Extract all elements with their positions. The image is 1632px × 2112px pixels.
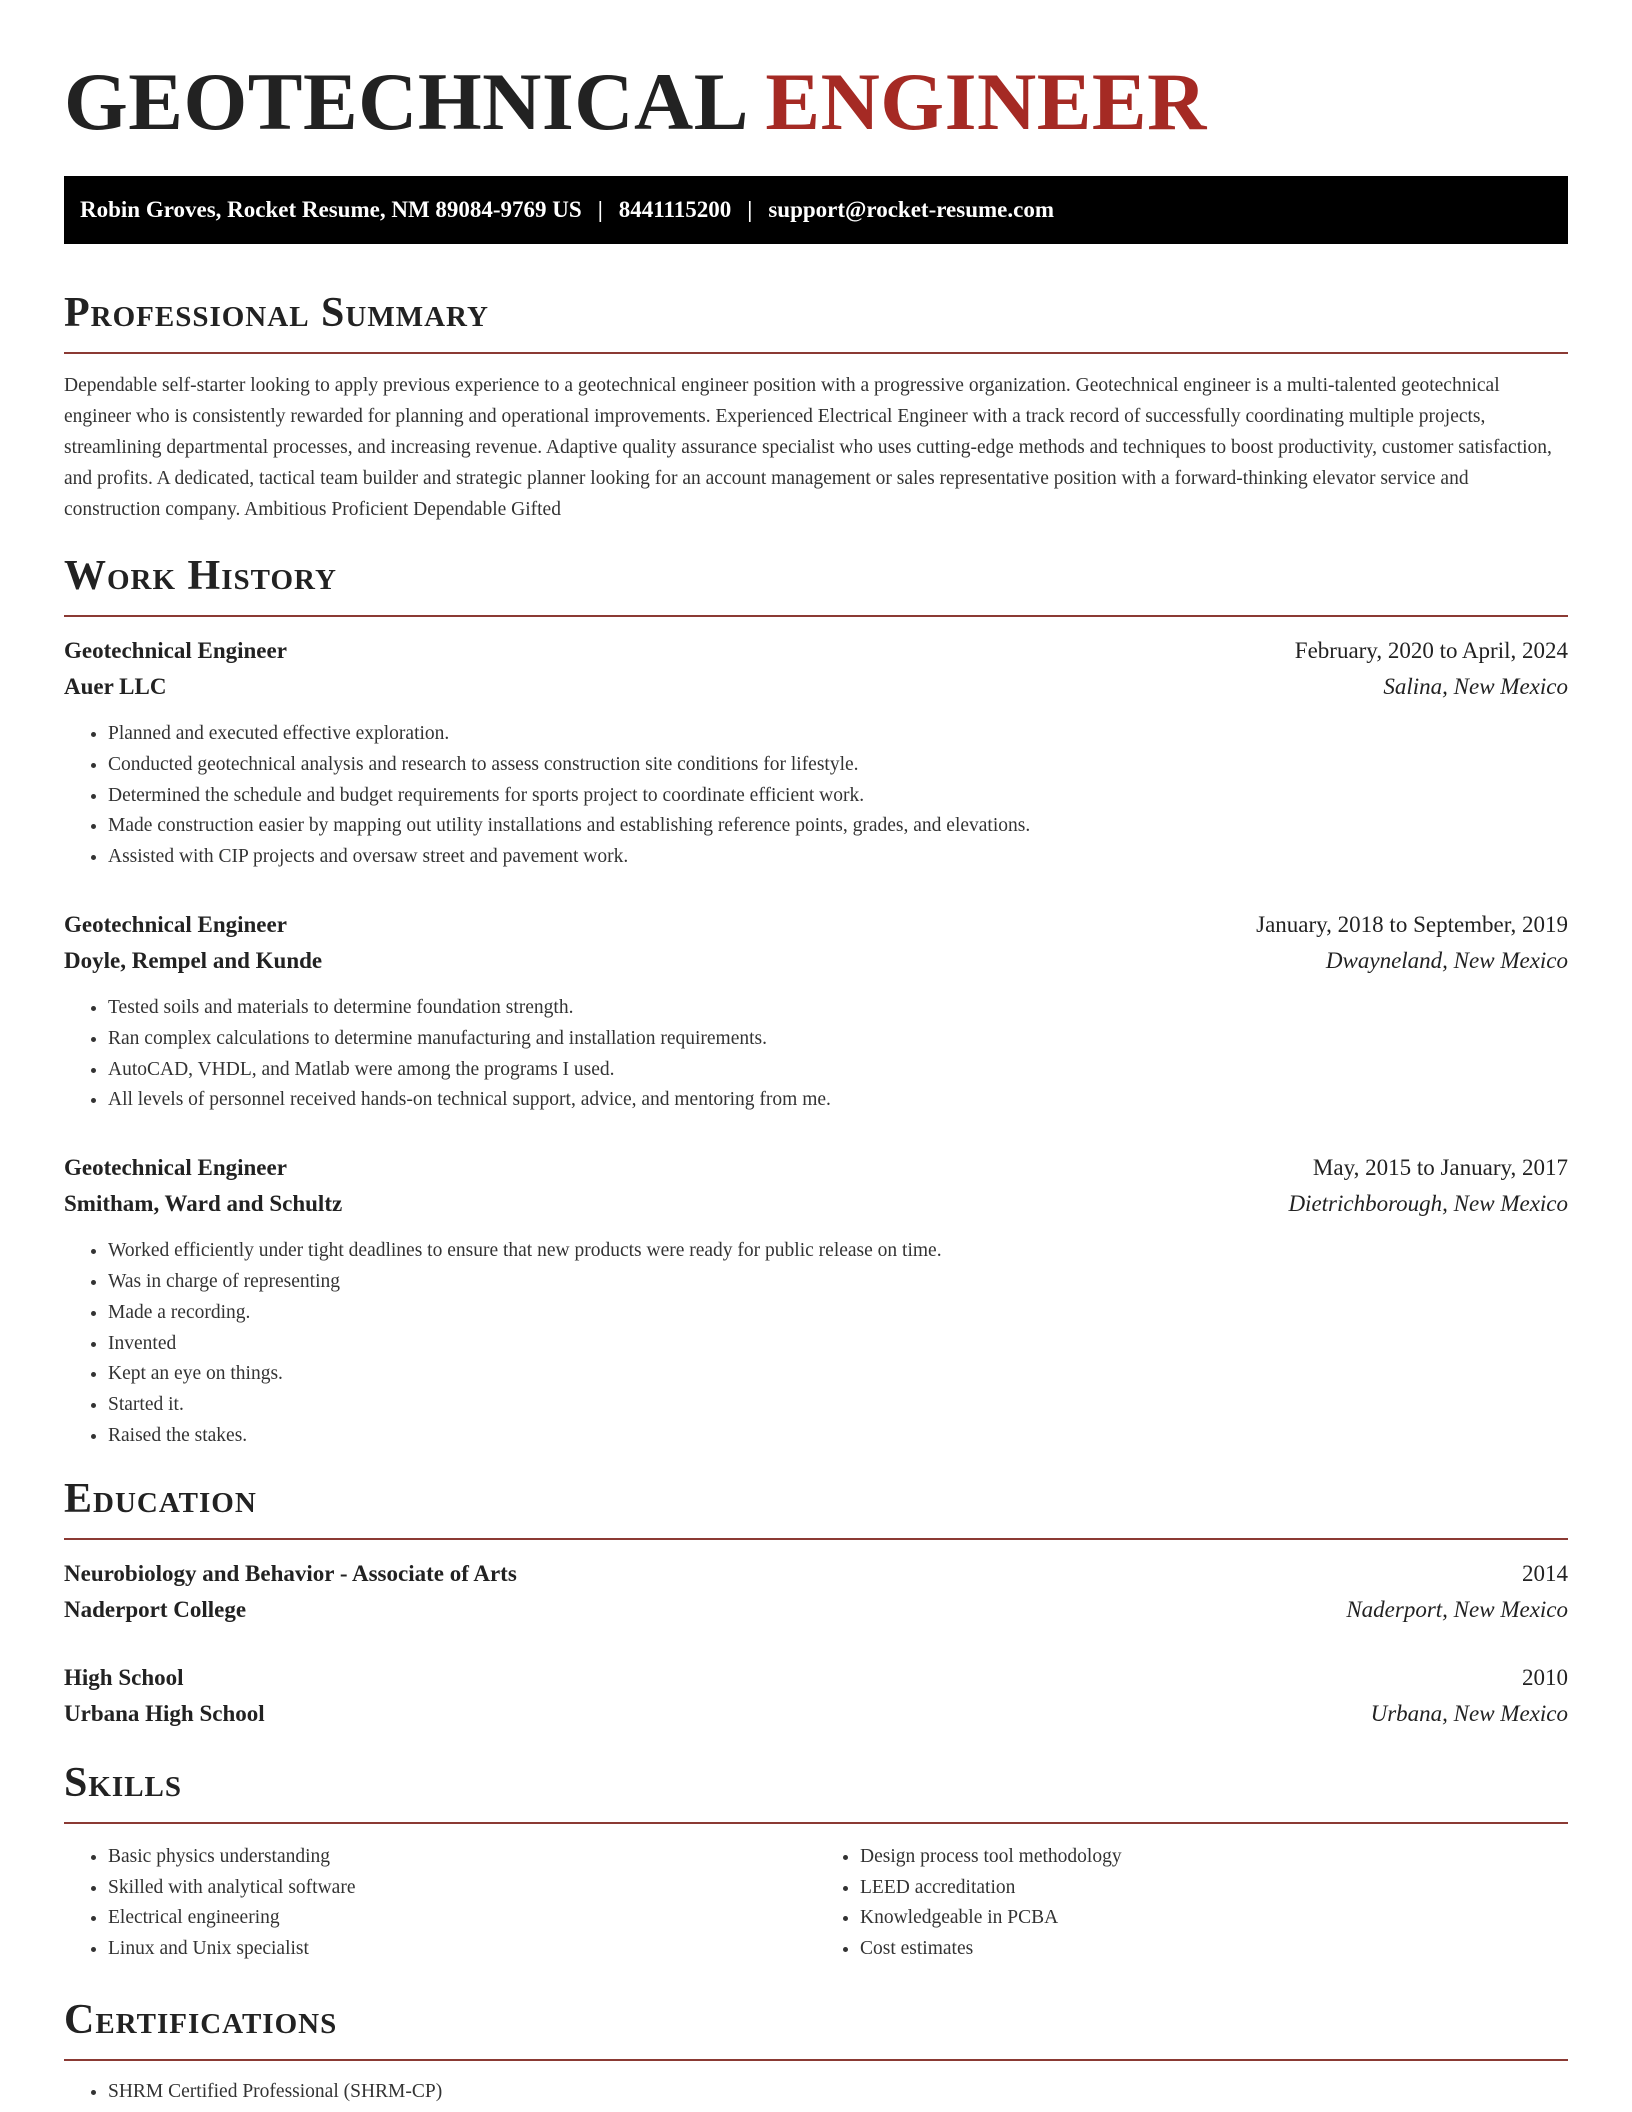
contact-separator: |: [597, 197, 603, 222]
certifications-list: [64, 2077, 1568, 2108]
list-item: • Invented: [108, 1329, 1568, 1360]
contact-address: Robin Groves, Rocket Resume, NM 89084-9769 US: [80, 197, 582, 222]
list-item: • Linux and Unix specialist: [108, 1934, 816, 1965]
summary-text: Dependable self-starter looking to apply previous experience to a geotechnical engineer position with a progressive organization. Geotechnical engineer is a multi-talented geotechnical engineer who is consistently rewarded for planning and operational improvements. Experienced Electrical Engineer with a track record of successfully coordinating multiple projects, streamlining departmental processes, and increasing revenue. Adaptive quality assurance specialist who uses cutting-edge methods and techniques to boost productivity, customer satisfaction, and profits. A dedicated, tactical team builder and strategic planner looking for an account management or sales representative position with a forward-thinking elevator service and construction company. Ambitious Proficient Dependable Gifted: [64, 375, 1552, 520]
title-last-word: ENGINEER: [765, 56, 1207, 147]
list-item: • Cost estimates: [860, 1934, 1568, 1965]
section-divider: [64, 1822, 1568, 1824]
skills-list-left: [64, 1842, 816, 1965]
job-title: Geotechnical Engineer: [64, 1155, 287, 1181]
list-item: • Conducted geotechnical analysis and research to assess construction site conditions for lifestyle.: [108, 750, 1568, 781]
list-item: • Made a recording.: [108, 1298, 1568, 1329]
job-duties-list: [64, 1236, 1568, 1452]
job-company-row: [64, 669, 1568, 705]
list-item: • Assisted with CIP projects and oversaw street and pavement work.: [108, 842, 1568, 873]
job-company-row: [64, 943, 1568, 979]
education-degree: Neurobiology and Behavior - Associate of Arts: [64, 1560, 517, 1586]
job-header-row: [64, 633, 1568, 669]
education-year: 2014: [1522, 1560, 1568, 1586]
section-heading-summary: Professional Summary: [64, 290, 489, 336]
job-title: Geotechnical Engineer: [64, 911, 287, 937]
list-item: • Planned and executed effective exploration.: [108, 719, 1568, 750]
list-item: • All levels of personnel received hands-on technical support, advice, and mentoring from me.: [108, 1085, 1568, 1116]
education-school-row: [64, 1592, 1568, 1628]
job-header-row: [64, 907, 1568, 943]
section-divider: [64, 352, 1568, 354]
job-location: Salina, New Mexico: [1383, 674, 1568, 699]
list-item: • Started it.: [108, 1390, 1568, 1421]
page-title: [64, 0, 1568, 176]
job-entry: [64, 1150, 1568, 1452]
list-item: • Determined the schedule and budget requirements for sports project to coordinate efficient work.: [108, 781, 1568, 812]
job-duties-list: [64, 719, 1568, 873]
list-item: • LEED accreditation: [860, 1873, 1568, 1904]
list-item: • SHRM Certified Professional (SHRM-CP): [108, 2077, 1568, 2108]
section-heading-education: Education: [64, 1475, 257, 1522]
section-heading-certifications: Certifications: [64, 1996, 338, 2043]
job-entry: [64, 907, 1568, 1116]
skills-list-right: [816, 1842, 1568, 1965]
job-location: Dwayneland, New Mexico: [1325, 947, 1568, 973]
list-item: • Worked efficiently under tight deadlines to ensure that new products were ready for public release on time.: [108, 1236, 1568, 1267]
work-history-section: [64, 551, 1568, 1452]
list-item: • AutoCAD, VHDL, and Matlab were among the programs I used.: [108, 1055, 1568, 1086]
list-item: • Electrical engineering: [108, 1903, 816, 1934]
list-item: • Raised the stakes.: [108, 1421, 1568, 1452]
contact-separator: |: [747, 197, 753, 222]
education-school: Urbana High School: [64, 1700, 265, 1726]
list-item: • Made construction easier by mapping out utility installations and establishing reference points, grades, and elevations.: [108, 811, 1568, 842]
list-item: • Kept an eye on things.: [108, 1359, 1568, 1390]
job-entry: [64, 633, 1568, 873]
education-year: 2010: [1522, 1664, 1568, 1690]
list-item: • Skilled with analytical software: [108, 1873, 816, 1904]
education-school: Naderport College: [64, 1596, 247, 1622]
summary-section: [64, 288, 1568, 525]
education-location: Naderport, New Mexico: [1346, 1596, 1568, 1622]
job-company: Auer LLC: [64, 674, 167, 699]
education-entry: [64, 1660, 1568, 1732]
list-item: • Basic physics understanding: [108, 1842, 816, 1873]
education-location: Urbana, New Mexico: [1370, 1700, 1568, 1726]
skills-grid: [64, 1842, 1568, 1965]
job-company: Doyle, Rempel and Kunde: [64, 947, 323, 973]
list-item: • Was in charge of representing: [108, 1267, 1568, 1298]
job-duties-list: [64, 993, 1568, 1116]
list-item: • Knowledgeable in PCBA: [860, 1903, 1568, 1934]
list-item: • Ran complex calculations to determine manufacturing and installation requirements.: [108, 1024, 1568, 1055]
education-entry: [64, 1556, 1568, 1628]
job-title: Geotechnical Engineer: [64, 638, 287, 663]
section-heading-skills: Skills: [64, 1759, 183, 1806]
skills-section: [64, 1758, 1568, 1965]
contact-email: support@rocket-resume.com: [768, 197, 1054, 222]
section-heading-work-history: Work History: [64, 553, 337, 599]
job-dates: May, 2015 to January, 2017: [1312, 1155, 1568, 1181]
job-dates: February, 2020 to April, 2024: [1294, 638, 1568, 663]
job-location: Dietrichborough, New Mexico: [1288, 1191, 1568, 1217]
contact-bar: [64, 176, 1568, 244]
section-divider: [64, 615, 1568, 617]
job-header-row: [64, 1150, 1568, 1186]
job-company: Smitham, Ward and Schultz: [64, 1191, 343, 1217]
section-divider: [64, 2059, 1568, 2061]
list-item: • Design process tool methodology: [860, 1842, 1568, 1873]
job-company-row: [64, 1186, 1568, 1222]
education-school-row: [64, 1696, 1568, 1732]
education-section: [64, 1474, 1568, 1732]
certifications-section: [64, 1995, 1568, 2108]
education-header-row: [64, 1556, 1568, 1592]
contact-phone: 8441115200: [618, 197, 732, 222]
education-header-row: [64, 1660, 1568, 1696]
job-dates: January, 2018 to September, 2019: [1256, 911, 1568, 937]
section-divider: [64, 1538, 1568, 1540]
list-item: • Tested soils and materials to determine foundation strength.: [108, 993, 1568, 1024]
title-first-word: GEOTECHNICAL: [64, 56, 745, 147]
education-degree: High School: [64, 1664, 184, 1690]
